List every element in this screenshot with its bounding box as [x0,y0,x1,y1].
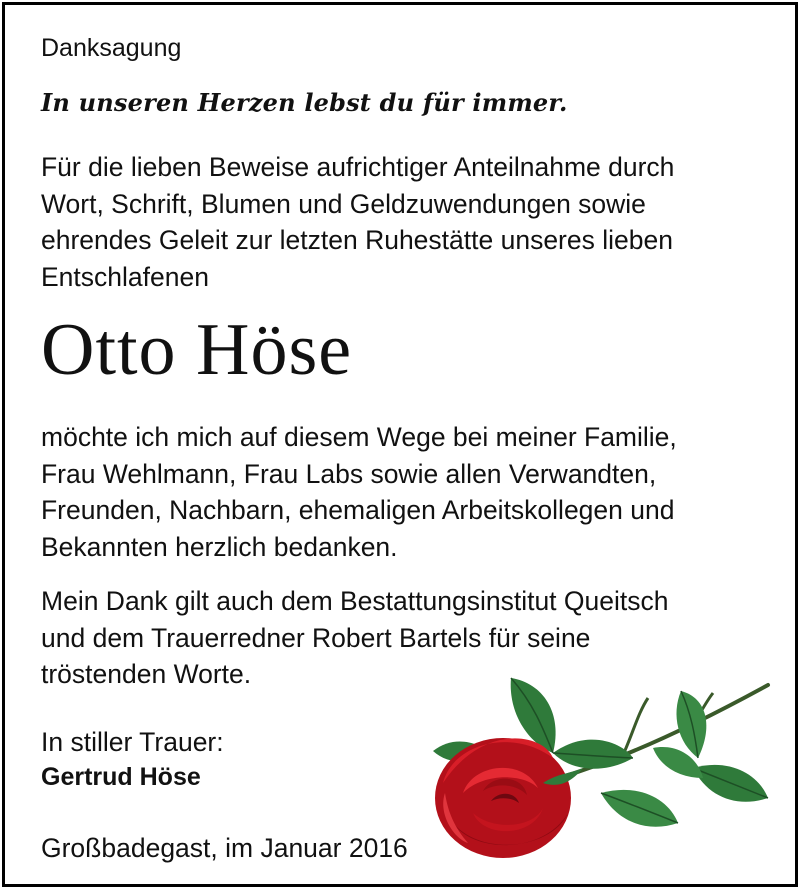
funeral-line: tröstenden Worte. [41,659,252,689]
thanks-line: möchte ich mich auf diesem Wege bei meiner Familie, [41,422,677,452]
place-date: Großbadegast, im Januar 2016 [41,833,408,863]
obituary-notice [2,2,798,887]
funeral-line: und dem Trauerredner Robert Bartels für seine [41,622,591,653]
mourning-label: In stiller Trauer: [41,727,224,757]
thanks-paragraph [41,419,677,565]
intro-paragraph [41,149,674,295]
thanks-line: Frau Wehlmann, Frau Labs sowie allen Verwandten, [41,458,657,489]
notice-motto: In unseren Herzen lebst du für immer. [41,88,568,117]
intro-line: Entschlafenen [41,261,209,292]
red-rose-icon [423,673,773,863]
signer-name: Gertrud Höse [41,763,201,791]
notice-heading: Danksagung [41,34,182,62]
intro-line: ehrendes Geleit zur letzten Ruhestätte unseres lieben [41,225,673,255]
thanks-line: Freunden, Nachbarn, ehemaligen Arbeitskollegen und [41,495,675,525]
deceased-name: Otto Höse [41,309,353,391]
funeral-line: Mein Dank gilt auch dem Bestattungsinstitut Queitsch [41,586,669,616]
thanks-line: Bekannten herzlich bedanken. [41,531,398,562]
intro-line: Wort, Schrift, Blumen und Geldzuwendungen sowie [41,188,646,219]
intro-line: Für die lieben Beweise aufrichtiger Anteilnahme durch [41,152,675,182]
